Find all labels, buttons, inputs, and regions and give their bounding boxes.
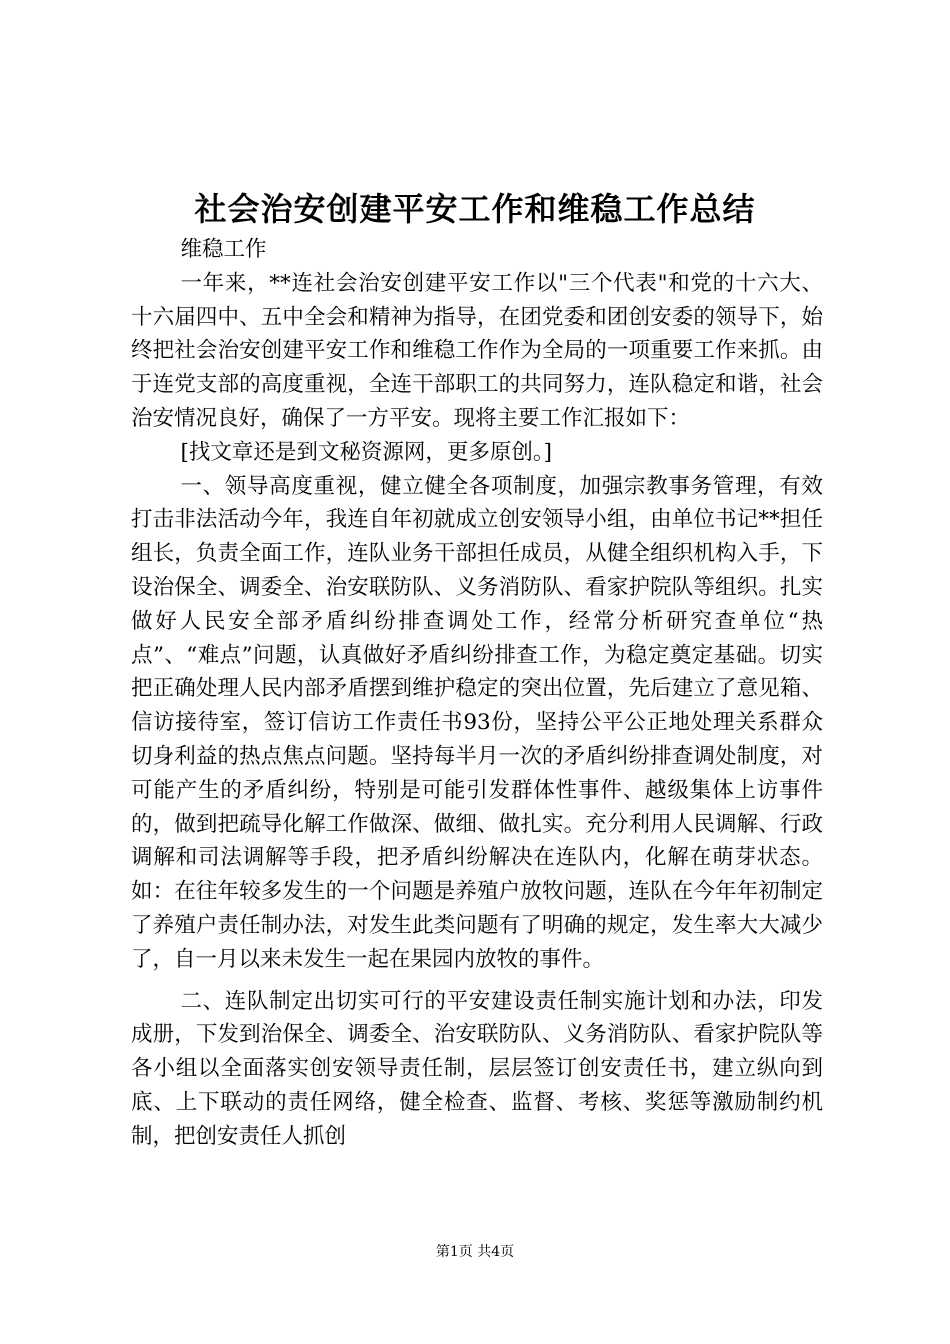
- paragraph-section-one: 一、领导高度重视，健立健全各项制度，加强宗教事务管理，有效打击非法活动今年，我连自年初就成立创安领导小组，由单位书记**担任组长，负责全面工作，连队业务干部担任成员，从健全组织机构入手，下设治保全、调委全、治安联防队、义务消防队、看家护院队等组织。扎实做好人民安全部矛盾纠纷排查调处工作，经常分析研究查单位“热点”、“难点”问题，认真做好矛盾纠纷排查工作，为稳定奠定基础。切实把正确处理人民内部矛盾摆到维护稳定的突出位置，先后建立了意见箱、信访接待室，签订信访工作责任书93份，坚持公平公正地处理关系群众切身利益的热点焦点问题。坚持每半月一次的矛盾纠纷排查调处制度，对可能产生的矛盾纠纷，特别是可能引发群体性事件、越级集体上访事件的，做到把疏导化解工作做深、做细、做扎实。充分利用人民调解、行政调解和司法调解等手段，把矛盾纠纷解决在连队内，化解在萌芽状态。如：在往年较多发生的一个问题是养殖户放牧问题，连队在今年年初制定了养殖户责任制办法，对发生此类问题有了明确的规定，发生率大大减少了，自一月以来未发生一起在果园内放牧的事件。: [131, 473, 823, 972]
- page-footer: 第1页 共4页: [435, 1244, 515, 1260]
- paragraph-heading: 维稳工作: [180, 237, 267, 262]
- document-body: [131, 233, 823, 1154]
- paragraph-section-two: 二、连队制定出切实可行的平安建设责任制实施计划和办法，印发成册，下发到治保全、调委全、治安联防队、义务消防队、看家护院队等各小组以全面落实创安领导责任制，层层签订创安责任书，建立纵向到底、上下联动的责任网络，健全检查、监督、考核、奖惩等激励制约机制，把创安责任人抓创: [131, 988, 823, 1149]
- document-title: 社会治安创建平安工作和维稳工作总结: [194, 190, 756, 228]
- paragraph-note: [找文章还是到文秘资源网，更多原创。]: [180, 439, 552, 465]
- paragraph-intro: 一年来，**连社会治安创建平安工作以"三个代表"和党的十六大、十六届四中、五中全会和精神为指导，在团党委和团创安委的领导下，始终把社会治安创建平安工作和维稳工作作为全局的一项重要工作来抓。由于连党支部的高度重视，全连干部职工的共同努力，连队稳定和谐，社会治安情况良好，确保了一方平安。现将主要工作汇报如下：: [131, 270, 823, 431]
